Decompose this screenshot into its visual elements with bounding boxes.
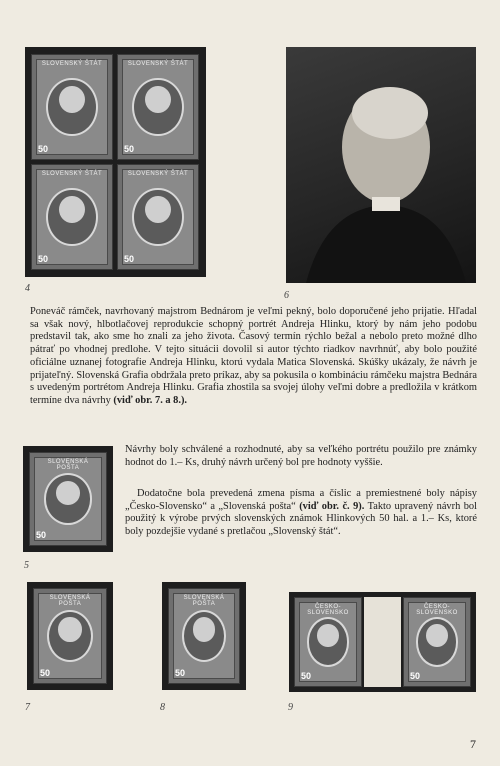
figure-6-portrait-photo: [286, 47, 476, 283]
figure-6-caption: 6: [284, 290, 289, 301]
stamp-block-bottom-right: SLOVENSKÝ ŠTÁT 50: [117, 164, 199, 270]
figure-4-caption: 4: [25, 283, 30, 294]
figure-5-caption: 5: [24, 560, 29, 571]
body-paragraph-1: Poneváč rámček, navrhovaný majstrom Bednárom je veľmi pekný, bolo doporučené jeho prijatie. Hľadal sa však nový, hlbotlačovej reprodukcie schopný portrét Andreja Hlinku, ktorý by nám jeho podobu predstavil tak, ako sme ho znali za jeho života. Časový termín rýchlo bežal a nebolo preto možné dlho pátrať po vhodnej predlohe. V tejto situácii dovolil si autor týchto riadkov navrhnúť, aby bolo použité oficiálne uznanej fotografie Andreja Hlinku, ktorú vydala Matica Slovenská. Skúšky ukázaly, že návrh je prijateľný. Slovenská Grafia obdržala preto príkaz, aby sa pokusila o kombináciu rámčeku majstra Bednára s uvedeným portrétom Andreja Hlinku. Grafia zhostila sa svojej úlohy veľmi dobre a predložila v krátkom termíne dva návrhy (viď obr. 7. a 8.).: [30, 306, 477, 406]
figure-8-caption: 8: [160, 702, 165, 713]
body-paragraph-3: Dodatočne bola prevedená zmena písma a číslic a premiestnené boly nápisy „Česko-Slovensko“ a „Slovenská pošta“ (viď obr. č. 9). Takto upravený návrh bol použitý k výrobe prvých slovenských známok Hlinkových 50 hal. a 1.– Ks, ktoré boly pozdejšie vydané s pretlačou „Slovenský štát“.: [125, 488, 477, 538]
page-number: 7: [470, 737, 476, 751]
figure-9-gutter: [364, 597, 401, 687]
figure-9-caption: 9: [288, 702, 293, 713]
portrait-icon: [286, 47, 476, 283]
stamp-block-bottom-left: SLOVENSKÝ ŠTÁT 50: [31, 164, 113, 270]
stamp-block-top-right: SLOVENSKÝ ŠTÁT 50: [117, 54, 199, 160]
figure-9-stamp-left: ČESKO-SLOVENSKO 50: [294, 597, 362, 687]
stamp-block-top-left: SLOVENSKÝ ŠTÁT 50: [31, 54, 113, 160]
figure-7-stamp: SLOVENSKÁ POŠTA 50: [33, 588, 107, 684]
body-paragraph-2: Návrhy boly schválené a rozhodnuté, aby sa veľkého portrétu použilo pre známky hodnot do 1.– Ks, druhý návrh určený bol pre hodnoty vyššie.: [125, 444, 477, 468]
figure-7-caption: 7: [25, 702, 30, 713]
figure-reference: (viď obr. 7. a 8.).: [113, 394, 188, 406]
figure-reference: (viď obr. č. 9).: [299, 500, 365, 512]
figure-5-stamp: SLOVENSKÁ POŠTA 50: [29, 452, 107, 546]
figure-8-stamp: SLOVENSKÁ POŠTA 50: [168, 588, 240, 684]
figure-9-stamp-right: ČESKO-SLOVENSKO 50: [403, 597, 471, 687]
